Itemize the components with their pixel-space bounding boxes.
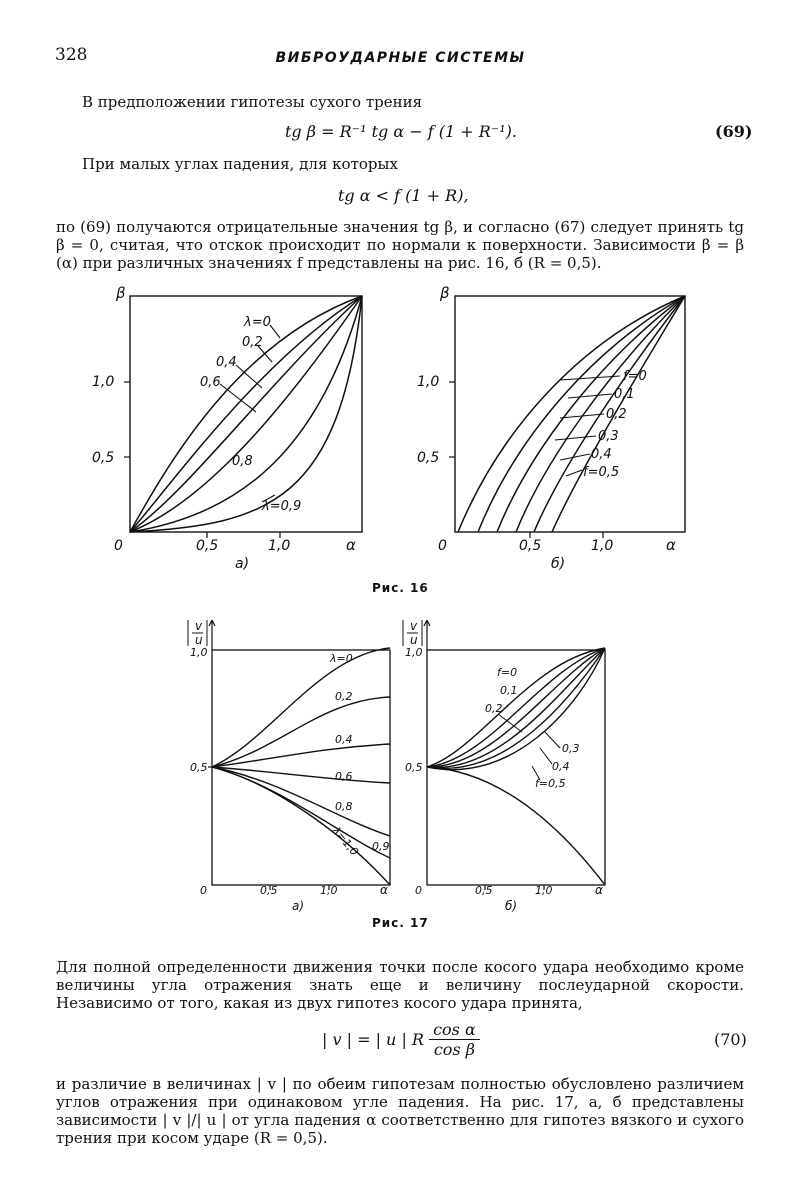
equation-70-number: (70): [714, 1030, 747, 1049]
fig16a-label-l04: 0,4: [216, 355, 237, 370]
fig16b-label-f0: f=0: [623, 369, 647, 384]
fig16a-curve-l02: [130, 296, 362, 532]
fig17a-label-l0: λ=0: [330, 652, 353, 665]
fig17a-label-l09: 0,9: [372, 840, 390, 853]
fig16a-frame: [130, 296, 362, 532]
fig16b-curve-f01: [478, 296, 685, 532]
fig17b-ytick-label-1: 1,0: [405, 646, 423, 659]
fig16a-label-l06: 0,6: [200, 375, 221, 390]
fig17b-label-f05: f=0,5: [535, 777, 566, 790]
fig16a-panel: [92, 284, 362, 572]
fig17a-xlabel: α: [380, 883, 388, 897]
equation-70: [322, 1020, 480, 1059]
fig17b-label-f03: 0,3: [562, 742, 580, 755]
fig16b-label-f05: f=0,5: [583, 465, 620, 480]
fig17a-xtick-label-05: 0,5: [260, 884, 278, 897]
equation-70-fraction: [429, 1020, 480, 1059]
fig17a-ytick-label-05: 0,5: [190, 761, 208, 774]
fig16a-xtick-label-1: 1,0: [268, 538, 291, 554]
fig16b-curve-f02: [497, 296, 685, 532]
fig16-caption: Рис. 16: [372, 581, 429, 595]
fig17b-label-f0: f=0: [497, 666, 518, 679]
fig17a-frame: [212, 650, 390, 885]
fig16b-label-f03: 0,3: [598, 429, 619, 444]
fig17a-label-l06: 0,6: [335, 770, 353, 783]
fig16a-xlabel: α: [346, 536, 356, 554]
fig17a-ytick-label-1: 1,0: [190, 646, 208, 659]
fig16a-label-l08: 0,8: [232, 454, 253, 469]
fig17a-label-l08: 0,8: [335, 800, 353, 813]
fig16a-curve-l09: [130, 296, 362, 532]
fig17b-label-f02: 0,2: [485, 702, 503, 715]
fig17b-ytick-label-05: 0,5: [405, 761, 423, 774]
running-title: ВИБРОУДАРНЫЕ СИСТЕМЫ: [275, 50, 526, 66]
fig17a-curves: [212, 648, 390, 885]
fig16b-origin: 0: [438, 538, 447, 554]
fig17a-label-l04: 0,4: [335, 733, 353, 746]
fig16b-label-f01: 0,1: [614, 387, 635, 402]
equation-69-number: (69): [715, 122, 753, 141]
paragraph-3: по (69) получаются отрицательные значения tg β, и согласно (67) следует принять tg β = 0, считая, что отскок происходит по нормали к поверхности. Зависимости β = β (α) при различных значениях f представлены на рис. 16, б (R = 0,5).: [56, 218, 744, 272]
paragraph-4: Для полной определенности движения точки после косого удара необходимо кроме величины угла отражения знать еще и величину послеударной скорости. Независимо от того, какая из двух гипотез косого удара принята,: [56, 958, 744, 1012]
fig16a-curve-l0: [130, 296, 362, 532]
equation-70-numerator: cos α: [429, 1020, 480, 1040]
fig16b-ytick-label-05: 0,5: [417, 450, 440, 466]
fig17b-sublabel: б): [505, 899, 518, 913]
page-number: 328: [55, 45, 88, 65]
fig17b-xtick-label-05: 0,5: [475, 884, 493, 897]
fig16b-ylabel: β: [440, 284, 450, 302]
fig17a-curve-l02: [212, 697, 390, 767]
fig16a-curve-l04: [130, 296, 362, 532]
fig17a-label-l1: λ=1,0: [329, 824, 362, 859]
fig16a-ytick-label-1: 1,0: [92, 374, 115, 390]
fig16b-xlabel: α: [666, 536, 676, 554]
fig17b-panel: [403, 620, 605, 913]
figure-16: [0, 280, 801, 600]
fig17b-label-f04: 0,4: [552, 760, 570, 773]
fig16a-origin: 0: [114, 538, 123, 554]
fig17b-origin: 0: [415, 884, 422, 897]
fig17b-label-f01: 0,1: [500, 684, 518, 697]
fig16b-ytick-label-1: 1,0: [417, 374, 440, 390]
fig16b-curves: [458, 296, 685, 532]
fig17a-sublabel: а): [292, 899, 305, 913]
fig17a-ylabel-top: v: [195, 620, 203, 633]
fig16a-curves: [130, 296, 362, 532]
fig16b-panel: [417, 284, 685, 572]
inequality: tg α < f (1 + R),: [338, 186, 469, 205]
paragraph-5: и различие в величинах | v | по обеим гипотезам полностью обусловлено различием углов отражения при одинаковом угле падения. На рис. 17, а, б представлены зависимости | v |/| u | от угла падения α соответственно для гипотез вязкого и сухого трения при косом ударе (R = 0,5).: [56, 1075, 744, 1147]
fig17b-ylabel-top: v: [410, 620, 418, 633]
fig17a-xtick-label-1: 1,0: [320, 884, 338, 897]
fig17a-ylabel-bottom: u: [195, 633, 203, 647]
fig16a-ytick-label-05: 0,5: [92, 450, 115, 466]
fig17a-curve-l04: [212, 744, 390, 767]
fig16a-ylabel: β: [116, 284, 126, 302]
fig17a-curve-l08: [212, 767, 390, 836]
fig16b-label-f02: 0,2: [606, 407, 627, 422]
fig17-caption: Рис. 17: [372, 916, 429, 930]
equation-69: tg β = R⁻¹ tg α − f (1 + R⁻¹).: [285, 122, 517, 141]
figure-17: [0, 620, 801, 920]
fig17b-xlabel: α: [595, 883, 603, 897]
fig17a-curve-l06: [212, 767, 390, 783]
fig16b-sublabel: б): [551, 556, 566, 572]
fig17a-label-l02: 0,2: [335, 690, 353, 703]
fig16a-curve-l06: [130, 296, 362, 532]
paragraph-2: При малых углах падения, для которых: [82, 155, 398, 173]
fig17a-origin: 0: [200, 884, 207, 897]
fig16a-label-l02: 0,2: [242, 335, 263, 350]
fig16a-label-l0: λ=0: [244, 315, 271, 330]
fig16b-label-f04: 0,4: [591, 447, 612, 462]
fig17b-ylabel-bottom: u: [410, 633, 418, 647]
fig17b-xtick-label-1: 1,0: [535, 884, 553, 897]
paragraph-1: В предположении гипотезы сухого трения: [82, 93, 423, 111]
fig17b-envelope: [427, 767, 605, 885]
equation-70-denominator: cos β: [433, 1040, 475, 1059]
fig16a-xtick-label-05: 0,5: [196, 538, 219, 554]
fig16a-sublabel: а): [235, 556, 250, 572]
equation-70-lhs: | v | = | u | R: [322, 1030, 424, 1049]
fig16b-xtick-label-05: 0,5: [519, 538, 542, 554]
fig16b-xtick-label-1: 1,0: [591, 538, 614, 554]
fig17a-curve-l0: [212, 648, 390, 767]
fig16a-label-l09: λ=0,9: [262, 499, 302, 514]
fig16a-curve-l08: [130, 296, 362, 532]
fig17a-panel: [188, 620, 390, 913]
